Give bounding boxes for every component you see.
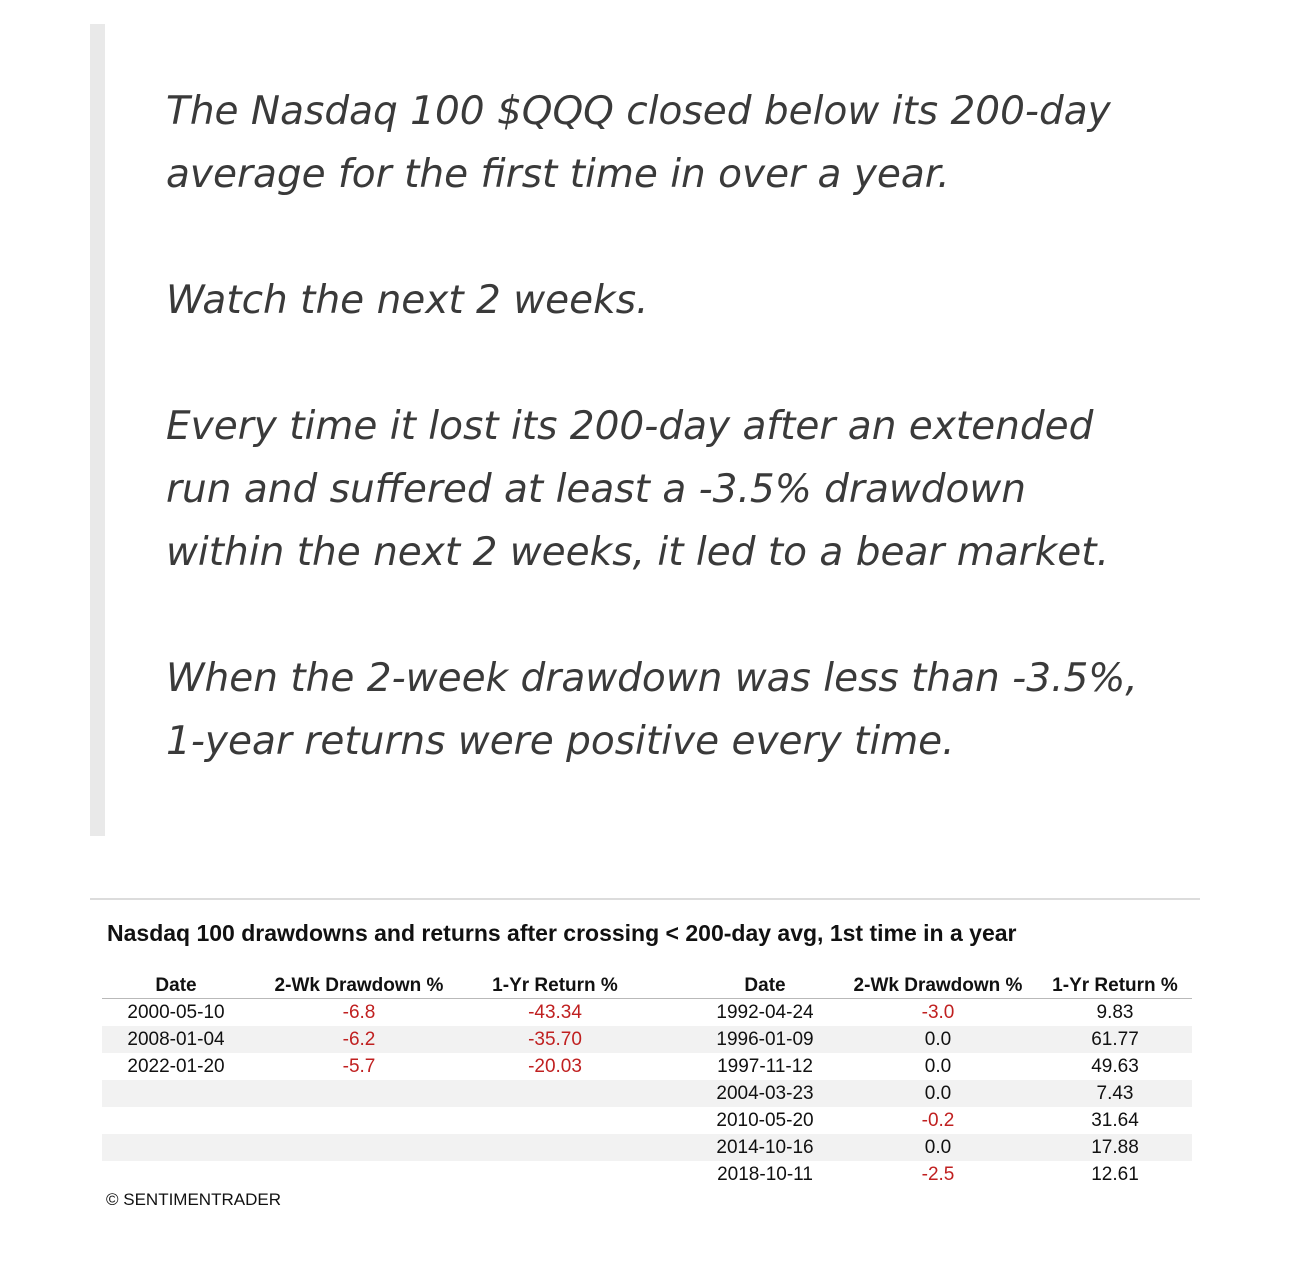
table-row [102,1161,1192,1188]
table-cell: 2008-01-04 [127,1029,225,1050]
table-cell: 0.0 [924,1083,952,1104]
table-cell: 0.0 [924,1029,952,1050]
table-row [102,1107,1192,1134]
table-cell: 2018-10-11 [717,1164,813,1185]
table-cell: 2004-03-23 [716,1083,814,1104]
table-body [102,999,1192,1188]
table-cell: 2014-10-16 [716,1137,814,1158]
copyright-notice: © SENTIMENTRADER [106,1190,281,1209]
table-cell: -2.5 [921,1164,955,1185]
table-header [102,972,1192,999]
divider [90,898,1200,900]
table-cell: 1992-04-24 [716,1002,814,1023]
table-row [102,999,1192,1026]
table-cell: 12.61 [1091,1164,1139,1185]
quote-paragraph-1: The Nasdaq 100 $QQQ closed below its 200-day average for the first time in over a year. [166,89,1111,197]
blockquote-bar [90,24,105,836]
table-cell: 49.63 [1091,1056,1139,1077]
table-cell: -5.7 [342,1056,376,1077]
table-cell: -6.2 [342,1029,376,1050]
quote-paragraph-4: When the 2-week drawdown was less than -3.5%, 1-year returns were positive every time. [166,656,1138,764]
table-cell: 9.83 [1096,1002,1134,1023]
table-cell: 2022-01-20 [127,1056,225,1077]
table-cell: 1996-01-09 [716,1029,814,1050]
table-row [102,1134,1192,1161]
column-header: 2-Wk Drawdown % [274,975,444,996]
column-header: Date [155,975,197,996]
table-cell: 31.64 [1091,1110,1139,1131]
table-row [102,1053,1192,1080]
table-cell: -43.34 [528,1002,582,1023]
column-header: Date [744,975,786,996]
table-cell: -3.0 [921,1002,955,1023]
quoted-post [166,80,1206,836]
table-cell: 7.43 [1096,1083,1134,1104]
column-header: 1-Yr Return % [1052,975,1178,996]
table-cell: -35.70 [528,1029,582,1050]
quote-paragraph-3: Every time it lost its 200-day after an extended run and suffered at least a -3.5% drawdown within the next 2 weeks, it led to a bear market. [166,404,1109,575]
table-cell: 61.77 [1091,1029,1139,1050]
table-cell: -20.03 [528,1056,582,1077]
table-cell: 2000-05-10 [127,1002,225,1023]
table-cell: -0.2 [921,1110,955,1131]
table-row [102,1026,1192,1053]
column-header: 2-Wk Drawdown % [853,975,1023,996]
table-title: Nasdaq 100 drawdowns and returns after crossing < 200-day avg, 1st time in a year [107,920,1017,946]
table-cell: -6.8 [342,1002,376,1023]
quote-paragraph-2: Watch the next 2 weeks. [166,278,649,323]
column-header: 1-Yr Return % [492,975,618,996]
table-cell: 17.88 [1091,1137,1139,1158]
table-cell: 0.0 [924,1137,952,1158]
table-cell: 1997-11-12 [717,1056,813,1077]
table-cell: 2010-05-20 [716,1110,814,1131]
table-row [102,1080,1192,1107]
table-cell: 0.0 [924,1056,952,1077]
